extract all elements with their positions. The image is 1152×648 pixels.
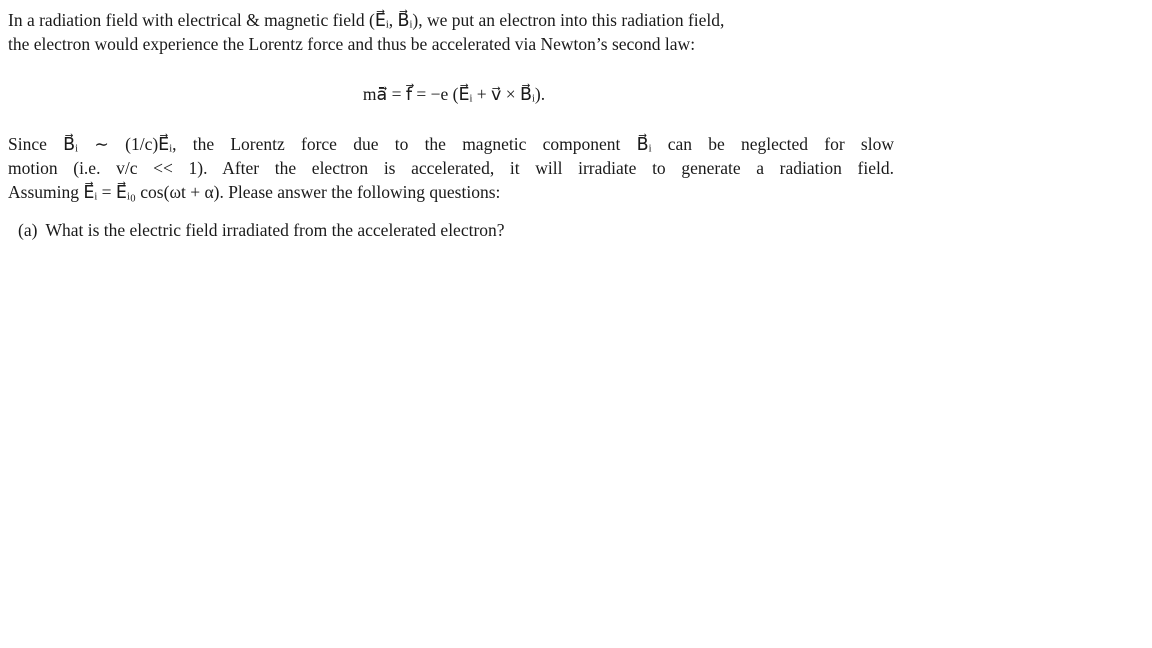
intro-line-1: In a radiation field with electrical & magnetic field (E⃗ᵢ, B⃗ᵢ), we put an electron into this radiation field,: [8, 10, 725, 30]
question-a-text: What is the electric field irradiated from the accelerated electron?: [45, 220, 505, 240]
question-a: [8, 218, 908, 242]
intro-line-2: the electron would experience the Lorentz force and thus be accelerated via Newton’s second law:: [8, 34, 696, 54]
lorentz-equation: mā⃗ = f⃗ = −e (E⃗ᵢ + v⃗ × B⃗ᵢ).: [362, 84, 546, 104]
explanation-paragraph: [8, 132, 908, 204]
intro-paragraph: [8, 8, 908, 56]
question-a-label: (a): [18, 220, 38, 240]
explanation-line-2: motion (i.e. v/c << 1). After the electron is accelerated, it will irradiate to generate a radiation field.: [8, 158, 894, 178]
explanation-line-3: Assuming E⃗ᵢ = E⃗ᵢ₀ cos(ωt + α). Please answer the following questions:: [8, 182, 501, 202]
document-page: [8, 8, 908, 242]
explanation-line-1: Since B⃗ᵢ ∼ (1/c)E⃗ᵢ, the Lorentz force due to the magnetic component B⃗ᵢ can be neglected for slow: [8, 134, 894, 154]
